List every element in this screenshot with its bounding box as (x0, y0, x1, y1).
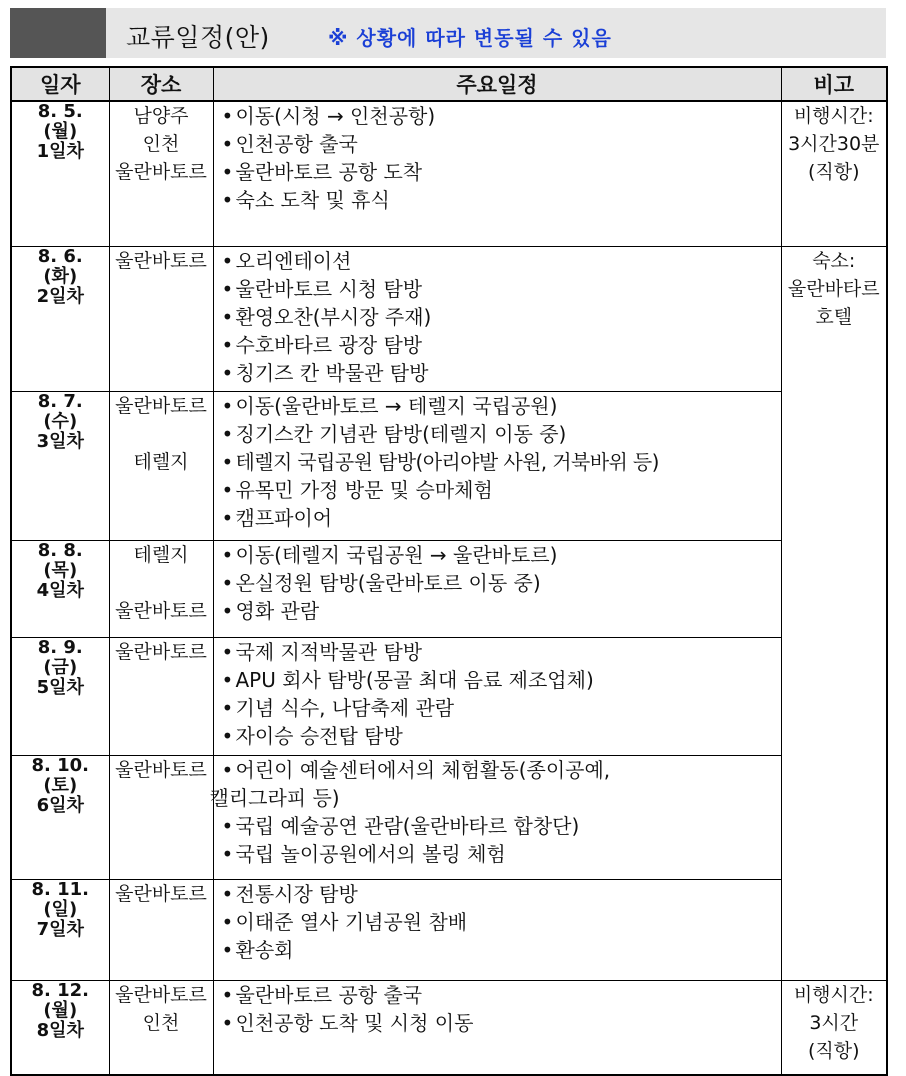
date-cell (11, 637, 109, 755)
schedule-cell (213, 637, 781, 755)
bullet-icon: • (221, 104, 234, 128)
day-number-label: 1일차 (36, 141, 84, 162)
list-item-text: 테렐지 국립공원 탐방(아리야발 사원, 거북바위 등) (235, 449, 659, 474)
list-item (214, 597, 781, 625)
place-cell (109, 980, 213, 1075)
place-label: 울란바토르 (115, 249, 207, 272)
weekday-label: (월) (43, 121, 78, 142)
list-item-text: 온실정원 탐방(울란바토르 이동 중) (235, 570, 541, 595)
page-title: 교류일정(안) (126, 23, 270, 52)
bullet-icon: • (221, 570, 234, 595)
place-label: 인천 (142, 133, 180, 155)
note-line: 비행시간: (793, 105, 874, 127)
list-item (214, 392, 781, 420)
date-label: 8. 10. (31, 754, 89, 776)
list-item-text: 울란바토르 공항 도착 (235, 160, 423, 184)
date-label: 8. 6. (37, 245, 83, 267)
list-item (214, 1009, 781, 1037)
bullet-icon: • (221, 332, 234, 357)
table-row (11, 637, 887, 755)
bullet-icon: • (221, 542, 234, 567)
list-item (214, 880, 781, 908)
list-item (214, 130, 781, 158)
column-header-schedule: 주요일정 (213, 67, 781, 101)
note-line: (직항) (807, 161, 860, 183)
list-item-text: 이태준 열사 기념공원 참배 (235, 909, 468, 934)
title-note: ※ 상황에 따라 변동될 수 있음 (328, 26, 612, 50)
bullet-icon: • (221, 639, 234, 664)
list-item (214, 102, 781, 130)
weekday-label: (토) (43, 774, 78, 796)
schedule-cell (213, 101, 781, 246)
table-row (11, 879, 887, 980)
list-item (214, 908, 781, 936)
list-item (214, 158, 781, 186)
date-cell (11, 755, 109, 879)
place-label: 테렐지 (133, 450, 189, 473)
note-cell (781, 980, 887, 1075)
list-item-text: 전통시장 탐방 (235, 881, 358, 906)
bullet-icon: • (221, 505, 234, 530)
weekday-label: (수) (43, 410, 78, 432)
list-item-text: APU 회사 탐방(몽골 최대 음료 제조업체) (235, 667, 594, 692)
list-item (214, 420, 781, 448)
bullet-icon: • (221, 477, 234, 502)
list-item-text: 유목민 가정 방문 및 승마체험 (235, 477, 493, 502)
place-label: 울란바토르 (115, 983, 207, 1006)
bullet-icon: • (221, 1010, 234, 1035)
schedule-cell (209, 755, 781, 879)
table-row (11, 755, 887, 879)
weekday-label: (금) (43, 656, 78, 678)
bullet-icon: • (221, 841, 234, 866)
list-item (214, 448, 781, 476)
note-line: 울란바타르 (787, 277, 880, 300)
bullet-icon: • (221, 723, 234, 748)
list-item-text: 영화 관람 (235, 598, 320, 623)
note-cell (781, 246, 887, 980)
place-cell (109, 879, 213, 980)
place-label: 울란바토르 (115, 758, 207, 781)
weekday-label: (일) (43, 898, 78, 920)
date-cell (11, 391, 109, 540)
place-cell (109, 101, 213, 246)
day-number-label: 5일차 (36, 676, 84, 698)
title-bar (10, 8, 886, 58)
table-row (11, 246, 887, 391)
weekday-label: (목) (43, 559, 78, 581)
list-item-text: 이동(테렐지 국립공원 → 울란바토르) (235, 542, 558, 567)
list-item-text: 국제 지적박물관 탐방 (235, 639, 423, 664)
bullet-icon: • (221, 695, 234, 720)
table-row (11, 540, 887, 637)
column-header-note: 비고 (781, 67, 887, 101)
list-item-text: 기념 식수, 나담축제 관람 (235, 695, 455, 720)
note-line: 숙소: (812, 249, 856, 272)
place-cell (109, 637, 213, 755)
date-label: 8. 5. (37, 101, 83, 122)
bullet-icon: • (221, 449, 234, 474)
place-label: 남양주 (133, 105, 189, 127)
date-label: 8. 11. (31, 878, 89, 900)
bullet-icon: • (221, 276, 234, 301)
date-cell (11, 246, 109, 391)
list-item-text: 국립 놀이공원에서의 볼링 체험 (235, 841, 506, 866)
bullet-icon: • (221, 132, 234, 156)
bullet-icon: • (221, 813, 234, 838)
bullet-icon: • (221, 393, 234, 418)
list-item-text: 캠프파이어 (235, 505, 333, 530)
list-item (214, 666, 781, 694)
note-line: 호텔 (815, 305, 853, 328)
bullet-icon: • (221, 188, 234, 212)
list-item-text: 울란바토르 시청 탐방 (235, 276, 423, 301)
place-cell (109, 246, 213, 391)
date-cell (11, 980, 109, 1075)
list-item-text: 오리엔테이션 (235, 248, 352, 273)
date-label: 8. 7. (37, 390, 83, 412)
bullet-icon: • (221, 304, 234, 329)
schedule-cell (213, 391, 781, 540)
bullet-icon: • (221, 360, 234, 385)
list-item-continuation: 캘리그라피 등) (209, 785, 340, 810)
list-item (214, 186, 781, 214)
list-item (214, 722, 781, 750)
list-item (214, 840, 781, 868)
bullet-icon: • (221, 598, 234, 623)
list-item-text: 환송회 (235, 937, 294, 962)
place-spacer (110, 420, 213, 448)
note-line: 3시간30분 (788, 133, 880, 155)
weekday-label: (월) (43, 999, 78, 1021)
list-item (214, 694, 781, 722)
place-label: 울란바토르 (115, 882, 207, 905)
table-row (11, 391, 887, 540)
list-item (214, 541, 781, 569)
list-item-text: 어린이 예술센터에서의 체험활동(종이공예, (235, 757, 611, 782)
bullet-icon: • (221, 982, 234, 1007)
place-label: 테렐지 (133, 543, 189, 566)
list-item-text: 수호바타르 광장 탐방 (235, 332, 423, 357)
list-item (214, 359, 781, 387)
list-item (214, 247, 781, 275)
bullet-icon: • (221, 248, 234, 273)
place-label: 울란바토르 (115, 599, 207, 622)
list-item (214, 504, 781, 532)
list-item (214, 275, 781, 303)
day-number-label: 2일차 (36, 285, 84, 307)
bullet-icon: • (221, 909, 234, 934)
list-item-text: 인천공항 도착 및 시청 이동 (235, 1010, 474, 1035)
list-item-text: 울란바토르 공항 출국 (235, 982, 423, 1007)
place-cell (109, 755, 213, 879)
list-item (214, 812, 781, 840)
list-item-text: 이동(울란바토르 → 테렐지 국립공원) (235, 393, 558, 418)
place-cell (109, 391, 213, 540)
place-label: 울란바토르 (115, 161, 207, 183)
date-cell (11, 540, 109, 637)
list-item (214, 331, 781, 359)
bullet-icon: • (221, 421, 234, 446)
note-line: (직항) (807, 1039, 860, 1062)
bullet-icon: • (221, 757, 234, 782)
place-label: 울란바토르 (115, 640, 207, 663)
list-item-text: 이동(시청 → 인천공항) (235, 104, 436, 128)
list-item (214, 756, 781, 784)
schedule-cell (213, 540, 781, 637)
bullet-icon: • (221, 881, 234, 906)
day-number-label: 7일차 (36, 918, 84, 940)
list-item-text: 인천공항 출국 (235, 132, 358, 156)
bullet-icon: • (221, 667, 234, 692)
day-number-label: 6일차 (36, 794, 84, 816)
table-row (11, 101, 887, 246)
place-cell (109, 540, 213, 637)
list-item (214, 303, 781, 331)
list-item (214, 476, 781, 504)
title-accent-block (10, 8, 106, 58)
list-item-text: 칭기즈 칸 박물관 탐방 (235, 360, 429, 385)
bullet-icon: • (221, 160, 234, 184)
list-item-text: 자이승 승전탑 탐방 (235, 723, 403, 748)
place-label: 울란바토르 (115, 394, 207, 417)
list-item (214, 638, 781, 666)
list-item-text: 환영오찬(부시장 주재) (235, 304, 432, 329)
table-row (11, 980, 887, 1075)
schedule-cell (213, 980, 781, 1075)
date-cell (11, 101, 109, 246)
list-item (214, 981, 781, 1009)
day-number-label: 4일차 (36, 579, 84, 601)
list-item-text: 국립 예술공연 관람(울란바타르 합창단) (235, 813, 580, 838)
day-number-label: 3일차 (36, 430, 84, 452)
note-line: 3시간 (809, 1011, 859, 1034)
schedule-table (10, 66, 888, 1076)
column-header-date: 일자 (11, 67, 109, 101)
list-item-text: 징기스칸 기념관 탐방(테렐지 이동 중) (235, 421, 567, 446)
day-number-label: 8일차 (36, 1019, 84, 1041)
date-cell (11, 879, 109, 980)
place-spacer (110, 569, 213, 597)
note-cell (781, 101, 887, 246)
weekday-label: (화) (43, 265, 78, 287)
schedule-cell (213, 879, 781, 980)
bullet-icon: • (221, 937, 234, 962)
header-row (11, 67, 887, 101)
date-label: 8. 8. (37, 539, 83, 561)
list-item-text: 숙소 도착 및 휴식 (235, 188, 390, 212)
place-label: 인천 (142, 1011, 180, 1034)
list-item (214, 936, 781, 964)
note-line: 비행시간: (793, 983, 874, 1006)
date-label: 8. 9. (37, 636, 83, 658)
list-item (214, 569, 781, 597)
column-header-place: 장소 (109, 67, 213, 101)
date-label: 8. 12. (31, 979, 89, 1001)
schedule-cell (213, 246, 781, 391)
